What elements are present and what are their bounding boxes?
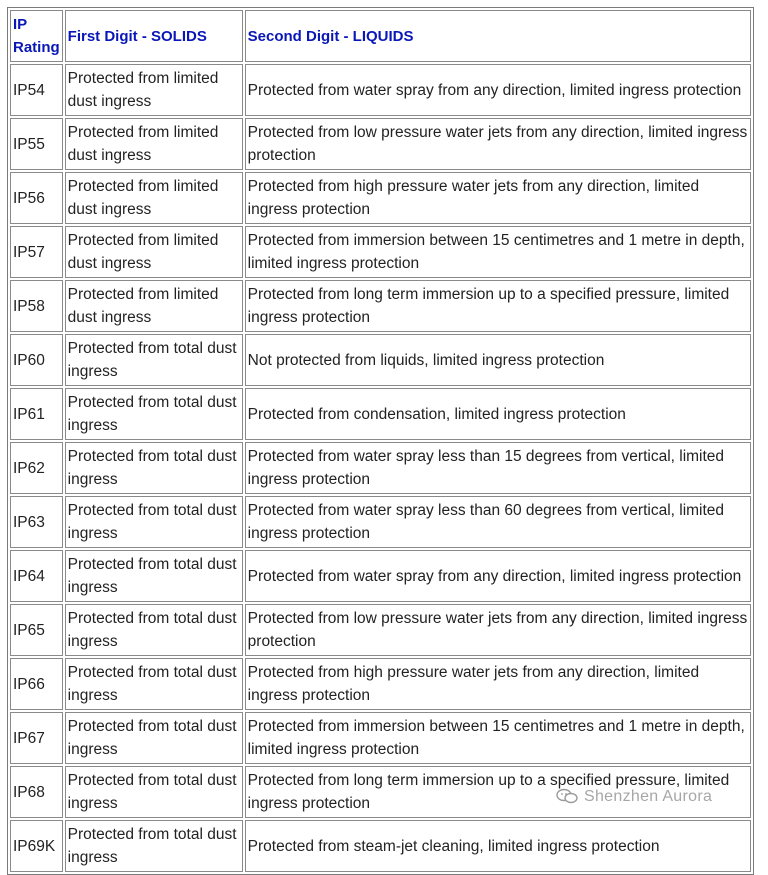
cell-solids: Protected from limited dust ingress [65,64,243,116]
cell-ip-rating: IP69K [10,820,63,872]
column-header-solids: First Digit - SOLIDS [65,10,243,62]
cell-solids: Protected from limited dust ingress [65,172,243,224]
cell-liquids: Protected from water spray less than 60 degrees from vertical, limited ingress protection [245,496,751,548]
cell-ip-rating: IP60 [10,334,63,386]
ip-rating-table [7,7,754,875]
cell-liquids: Protected from immersion between 15 centimetres and 1 metre in depth, limited ingress protection [245,226,751,278]
cell-ip-rating: IP66 [10,658,63,710]
table-row [10,172,751,224]
cell-solids: Protected from limited dust ingress [65,118,243,170]
cell-ip-rating: IP65 [10,604,63,656]
cell-solids: Protected from total dust ingress [65,550,243,602]
cell-ip-rating: IP67 [10,712,63,764]
table-row [10,442,751,494]
table-row [10,604,751,656]
table-row [10,658,751,710]
cell-ip-rating: IP54 [10,64,63,116]
cell-liquids: Protected from high pressure water jets from any direction, limited ingress protection [245,172,751,224]
table-row [10,118,751,170]
cell-solids: Protected from total dust ingress [65,496,243,548]
table-row [10,712,751,764]
cell-liquids: Protected from water spray from any direction, limited ingress protection [245,64,751,116]
cell-liquids: Protected from high pressure water jets from any direction, limited ingress protection [245,658,751,710]
cell-ip-rating: IP68 [10,766,63,818]
table-row [10,64,751,116]
cell-liquids: Protected from water spray less than 15 degrees from vertical, limited ingress protection [245,442,751,494]
table-row [10,820,751,872]
cell-liquids: Protected from long term immersion up to a specified pressure, limited ingress protection [245,280,751,332]
table-header-row [10,10,751,62]
cell-solids: Protected from total dust ingress [65,766,243,818]
cell-solids: Protected from total dust ingress [65,334,243,386]
cell-solids: Protected from total dust ingress [65,712,243,764]
cell-liquids: Protected from steam-jet cleaning, limited ingress protection [245,820,751,872]
table-body [10,64,751,872]
table-row [10,550,751,602]
cell-liquids: Protected from low pressure water jets from any direction, limited ingress protection [245,604,751,656]
table-row [10,334,751,386]
cell-solids: Protected from total dust ingress [65,388,243,440]
cell-ip-rating: IP55 [10,118,63,170]
watermark-text: Shenzhen Aurora [584,788,713,805]
cell-solids: Protected from total dust ingress [65,442,243,494]
column-header-ip-rating: IP Rating [10,10,63,62]
cell-liquids: Protected from immersion between 15 centimetres and 1 metre in depth, limited ingress protection [245,712,751,764]
cell-liquids: Not protected from liquids, limited ingress protection [245,334,751,386]
cell-ip-rating: IP58 [10,280,63,332]
table-row [10,226,751,278]
cell-liquids: Protected from condensation, limited ingress protection [245,388,751,440]
cell-solids: Protected from limited dust ingress [65,226,243,278]
cell-liquids: Protected from low pressure water jets from any direction, limited ingress protection [245,118,751,170]
cell-ip-rating: IP64 [10,550,63,602]
cell-solids: Protected from total dust ingress [65,604,243,656]
table-row [10,388,751,440]
table-row [10,496,751,548]
cell-ip-rating: IP62 [10,442,63,494]
cell-liquids: Protected from long term immersion up to a specified pressure, limited ingress protection [245,766,751,818]
cell-ip-rating: IP57 [10,226,63,278]
table-row [10,766,751,818]
cell-solids: Protected from total dust ingress [65,820,243,872]
cell-solids: Protected from limited dust ingress [65,280,243,332]
cell-ip-rating: IP56 [10,172,63,224]
page [7,7,754,875]
cell-liquids: Protected from water spray from any direction, limited ingress protection [245,550,751,602]
table-row [10,280,751,332]
cell-ip-rating: IP63 [10,496,63,548]
cell-ip-rating: IP61 [10,388,63,440]
column-header-liquids: Second Digit - LIQUIDS [245,10,751,62]
cell-solids: Protected from total dust ingress [65,658,243,710]
